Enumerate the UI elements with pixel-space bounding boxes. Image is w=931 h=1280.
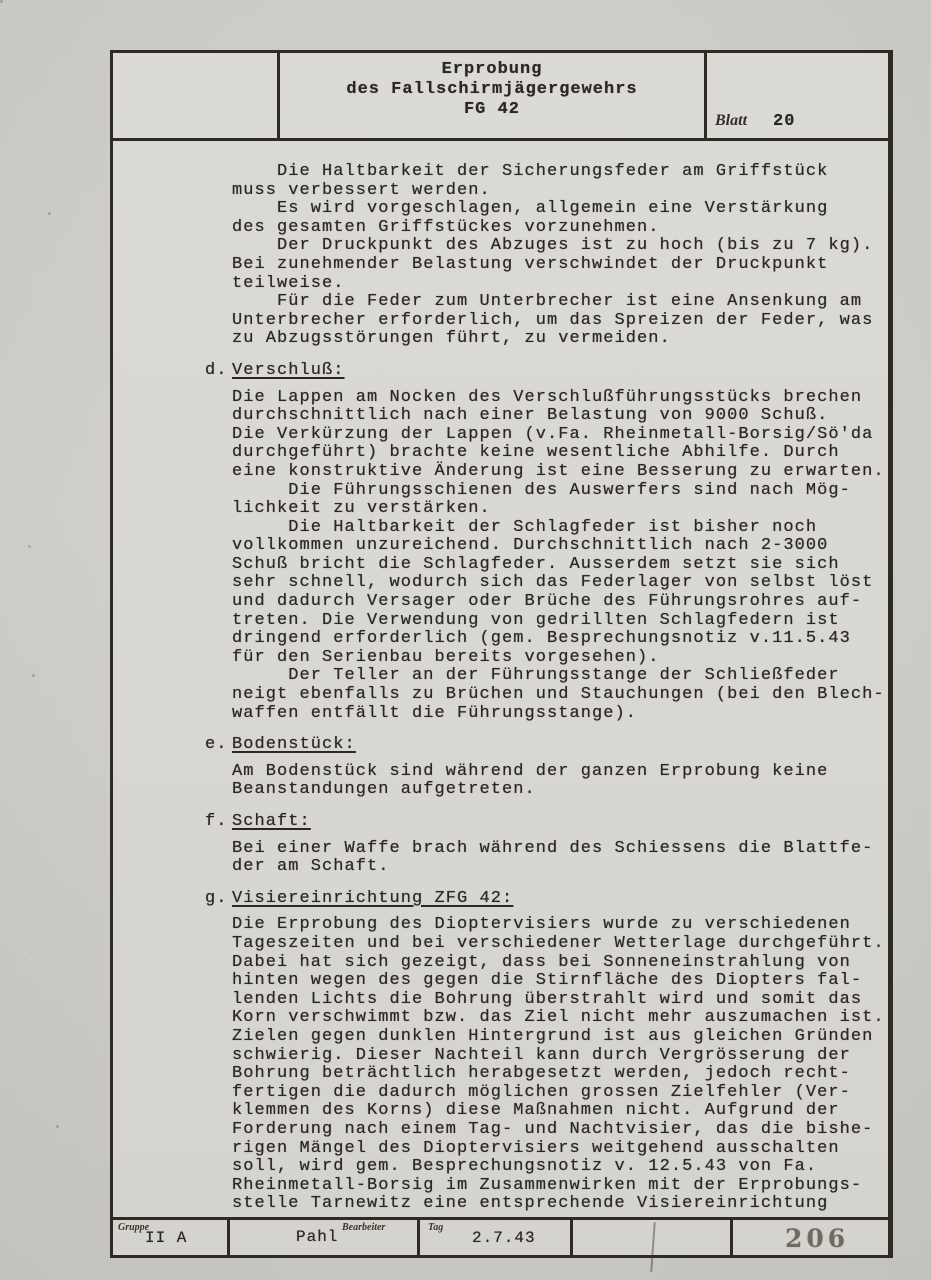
text-line: Für die Feder zum Unterbrecher ist eine Ansenkung am	[232, 292, 863, 312]
text-line: lenden Lichts die Bohrung überstrahlt wird und somit das	[232, 989, 863, 1009]
text-line: eine konstruktive Änderung ist eine Besserung zu erwarten.	[232, 461, 885, 481]
text-line: Die Verkürzung der Lappen (v.Fa. Rheinmetall-Borsig/Sö'da	[232, 424, 874, 444]
text-line: Der Druckpunkt des Abzuges ist zu hoch (bis zu 7 kg).	[232, 236, 874, 256]
document-body	[113, 141, 888, 1217]
section	[205, 362, 888, 723]
text-line: durchgeführt) brachte keine wesentliche Abhilfe. Durch	[232, 443, 840, 463]
section-heading: Visiereinrichtung ZFG 42:	[232, 888, 514, 908]
text-line: Zielen gegen dunklen Hintergrund ist aus gleichen Gründen	[232, 1026, 874, 1046]
section-letter: e.	[205, 735, 228, 755]
footer-field-value: 2.7.43	[472, 1229, 536, 1247]
text-line: Bohrung beträchtlich herabgesetzt werden, jedoch recht-	[232, 1064, 851, 1084]
document-frame	[110, 50, 893, 1258]
section	[205, 890, 888, 1214]
text-line: hinten wegen des gegen die Stirnfläche des Diopters fal-	[232, 971, 863, 991]
text-line: Der Teller an der Führungsstange der Schließfeder	[232, 666, 840, 686]
text-line: rigen Mängel des Dioptervisiers weitgehend ausschalten	[232, 1138, 840, 1158]
text-line: sehr schnell, wodurch sich das Federlager von selbst löst	[232, 573, 874, 593]
section-lines	[232, 916, 888, 1214]
text-line: muss verbessert werden.	[232, 180, 491, 200]
sheet-number: 20	[773, 112, 796, 131]
section-heading: Verschluß:	[232, 360, 345, 380]
text-line: klemmen des Korns) diese Maßnahmen nicht. Aufgrund der	[232, 1101, 840, 1121]
section-heading-row	[205, 890, 888, 909]
title-line-3: FG 42	[463, 100, 520, 119]
text-line: waffen entfällt die Führungsstange).	[232, 703, 638, 723]
footer-field-value: Pahl	[296, 1228, 339, 1246]
text-line: lichkeit zu verstärken.	[232, 499, 491, 519]
footer-cell	[230, 1220, 420, 1255]
title-line-2: des Fallschirmjägergewehrs	[346, 80, 638, 99]
sheet-number-group	[715, 112, 795, 131]
text-line: soll, wird gem. Besprechungsnotiz v. 12.5.43 von Fa.	[232, 1157, 818, 1177]
text-line: Tageszeiten und bei verschiedener Wetterlage durchgeführt.	[232, 933, 885, 953]
footer-cell	[420, 1220, 573, 1255]
text-line: Die Führungsschienen des Auswerfers sind nach Mög-	[232, 480, 851, 500]
text-line: Die Haltbarkeit der Sicherungsfeder am Griffstück	[232, 162, 829, 181]
header-empty-cell	[113, 53, 280, 138]
footer-cell	[113, 1220, 230, 1255]
document-title	[280, 53, 707, 138]
footer-field-label: Gruppe	[118, 1222, 150, 1233]
section-lines	[232, 389, 888, 724]
text-line: Die Lappen am Nocken des Verschlußführungsstücks brechen	[232, 387, 863, 407]
footer-row	[113, 1217, 888, 1255]
text-line: Die Erprobung des Dioptervisiers wurde zu verschiedenen	[232, 915, 851, 935]
section	[205, 163, 888, 349]
section-heading-row	[205, 362, 888, 381]
text-line: vollkommen unzureichend. Durchschnittlich nach 2-3000	[232, 536, 829, 556]
section-lines	[232, 163, 888, 349]
section-lines	[232, 840, 888, 877]
section-letter: f.	[205, 812, 228, 831]
section-lines	[232, 763, 888, 800]
sheet-cell	[707, 53, 888, 138]
text-line: Es wird vorgeschlagen, allgemein eine Verstärkung	[232, 199, 829, 219]
footer-cell	[733, 1220, 888, 1255]
sheet-label: Blatt	[715, 112, 748, 129]
text-line: teilweise.	[232, 273, 345, 293]
text-line: neigt ebenfalls zu Brüchen und Stauchungen (bei den Blech-	[232, 685, 885, 705]
text-line: Schuß bricht die Schlagfeder. Ausserdem setzt sie sich	[232, 554, 840, 574]
text-line: Bei zunehmender Belastung verschwindet der Druckpunkt	[232, 254, 829, 274]
text-line: fertigen die dadurch möglichen grossen Zielfehler (Ver-	[232, 1082, 851, 1102]
title-line-1: Erprobung	[441, 60, 543, 79]
section-letter: d.	[205, 360, 228, 380]
text-line: für den Serienbau bereits vorgesehen).	[232, 647, 660, 667]
scan-noise	[0, 0, 3, 3]
text-line: Rheinmetall-Borsig im Zusammenwirken mit der Erprobungs-	[232, 1175, 863, 1195]
text-line: durchschnittlich nach einer Belastung von 9000 Schuß.	[232, 406, 829, 426]
section-heading: Schaft:	[232, 812, 311, 831]
section-heading-row	[205, 813, 888, 832]
text-line: Korn verschwimmt bzw. das Ziel nicht mehr auszumachen ist.	[232, 1008, 885, 1028]
text-line: des gesamten Griffstückes vorzunehmen.	[232, 217, 660, 237]
text-line: Beanstandungen aufgetreten.	[232, 780, 536, 800]
text-line: stelle Tarnewitz eine entsprechende Visiereinrichtung	[232, 1194, 829, 1214]
text-line: schwierig. Dieser Nachteil kann durch Vergrösserung der	[232, 1045, 851, 1065]
text-line: treten. Die Verwendung von gedrillten Schlagfedern ist	[232, 610, 840, 630]
section	[205, 813, 888, 877]
footer-field-label: Bearbeiter	[342, 1222, 386, 1233]
text-line: der am Schaft.	[232, 857, 390, 877]
text-line: Forderung nach einem Tag- und Nachtvisier, das die bishe-	[232, 1119, 874, 1139]
section-letter: g.	[205, 888, 228, 908]
text-line: und dadurch Versager oder Brüche des Führungsrohres auf-	[232, 592, 863, 612]
text-line: dringend erforderlich (gem. Besprechungsnotiz v.11.5.43	[232, 629, 851, 649]
text-line: zu Abzugsstörungen führt, zu vermeiden.	[232, 329, 671, 349]
footer-field-label: Tag	[428, 1222, 444, 1233]
text-line: Unterbrecher erforderlich, um das Spreizen der Feder, was	[232, 310, 874, 330]
header-row	[113, 53, 888, 141]
footer-field-value: II A	[145, 1229, 188, 1247]
footer-field-value: 206	[785, 1224, 850, 1253]
text-line: Dabei hat sich gezeigt, dass bei Sonneneinstrahlung von	[232, 952, 851, 972]
text-line: Die Haltbarkeit der Schlagfeder ist bisher noch	[232, 517, 818, 537]
section	[205, 736, 888, 800]
text-line: Bei einer Waffe brach während des Schiessens die Blattfe-	[232, 838, 874, 858]
section-heading-row	[205, 736, 888, 755]
section-heading: Bodenstück:	[232, 735, 356, 755]
text-line: Am Bodenstück sind während der ganzen Erprobung keine	[232, 761, 829, 781]
